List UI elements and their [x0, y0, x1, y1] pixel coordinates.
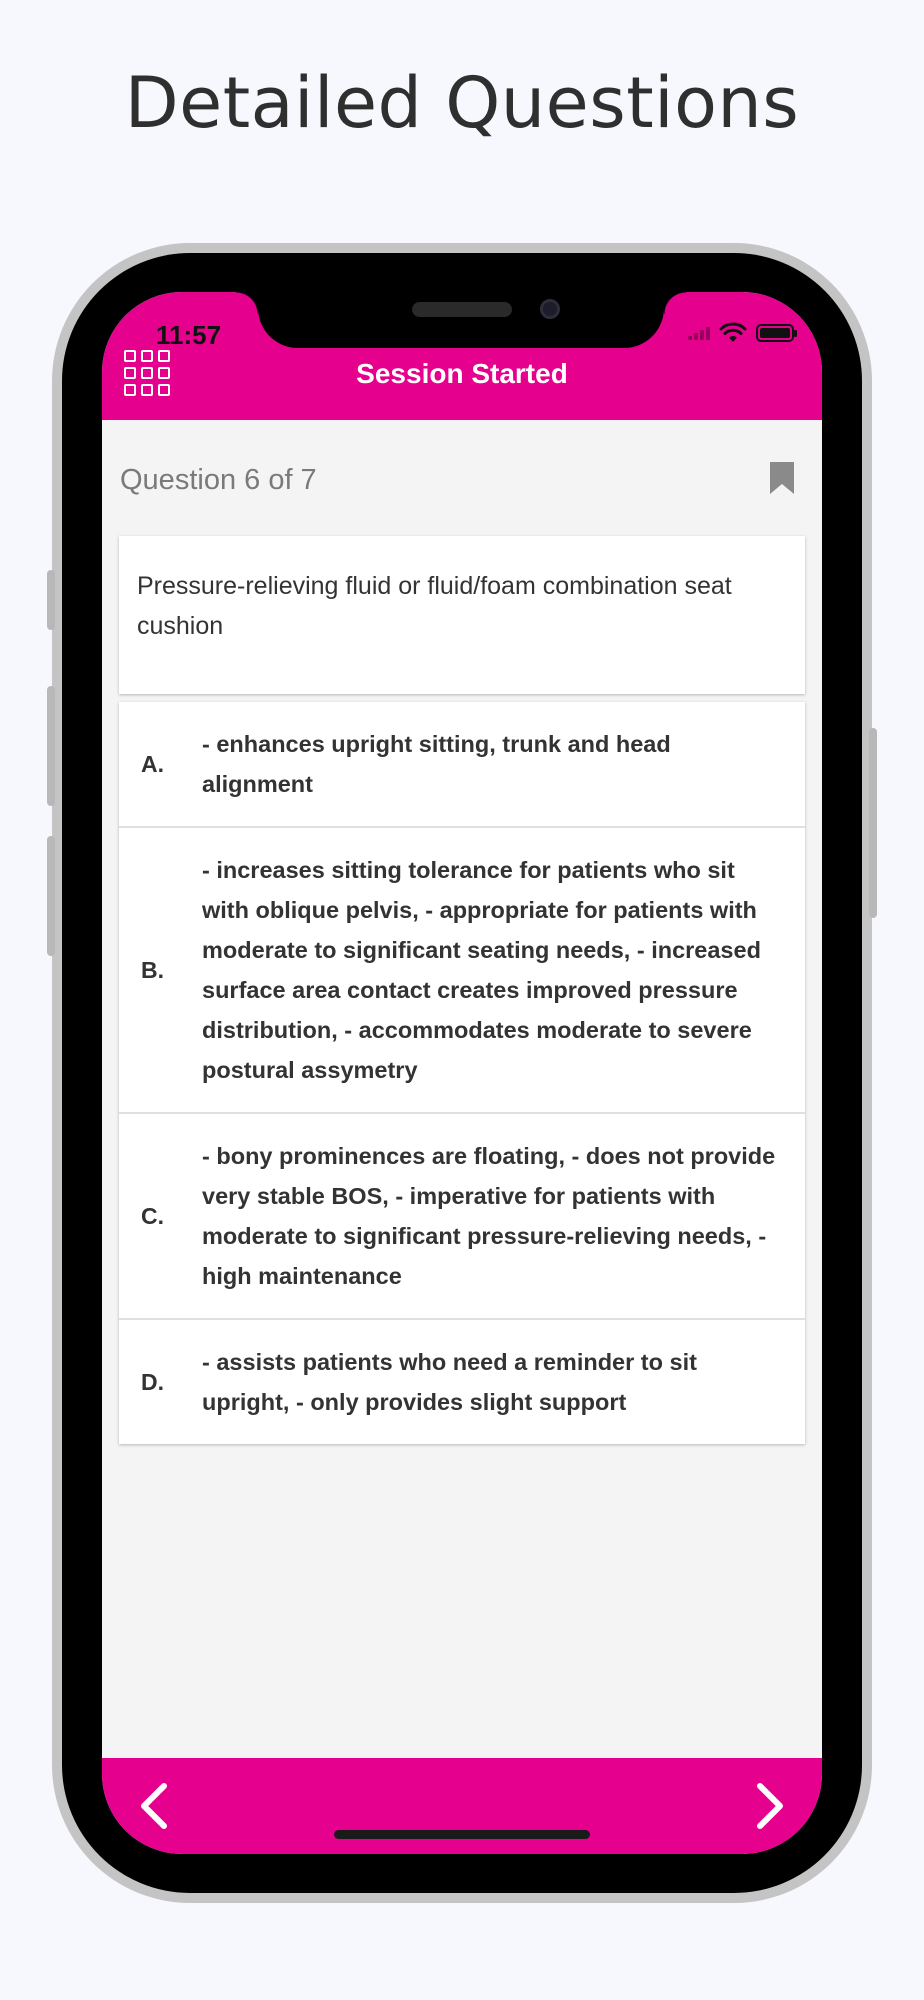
question-counter: Question 6 of 7 — [120, 464, 317, 496]
app-screen — [102, 292, 822, 1854]
answer-letter: D. — [141, 1368, 164, 1395]
answer-option-b[interactable] — [119, 828, 805, 1114]
answer-option-d[interactable] — [119, 1320, 805, 1444]
status-icons — [688, 322, 794, 344]
answer-letter: B. — [141, 956, 164, 983]
header-title: Session Started — [356, 358, 568, 389]
wifi-icon — [718, 322, 748, 344]
phone-speaker — [412, 302, 512, 317]
bookmark-icon[interactable] — [770, 462, 794, 494]
phone-camera — [540, 299, 560, 319]
answer-letter: C. — [141, 1202, 164, 1229]
signal-icon — [688, 326, 710, 340]
phone-silent-switch — [47, 570, 55, 630]
phone-power-button — [869, 728, 877, 918]
answer-letter: A. — [141, 750, 164, 777]
answer-list — [119, 702, 805, 1444]
chevron-right-icon[interactable] — [744, 1778, 794, 1834]
status-time: 11:57 — [156, 320, 222, 350]
phone-notch — [258, 292, 664, 348]
answer-text: - increases sitting tolerance for patients who sit with oblique pelvis, - appropriate for patients with moderate to significant seating needs, - increased surface area contact creates improved pressure distribution, - accommodates moderate to severe postural assymetry — [202, 857, 761, 1083]
battery-icon — [756, 324, 794, 342]
answer-text: - enhances upright sitting, trunk and head alignment — [202, 731, 671, 797]
answer-option-c[interactable] — [119, 1114, 805, 1320]
question-card — [119, 536, 805, 694]
chevron-left-icon[interactable] — [130, 1778, 180, 1834]
bottom-navigation-bar — [102, 1758, 822, 1854]
page-headline: Detailed Questions — [124, 62, 800, 144]
question-text: Pressure-relieving fluid or fluid/foam combination seat cushion — [137, 572, 732, 640]
phone-volume-down-button — [47, 836, 55, 956]
answer-text: - assists patients who need a reminder to sit upright, - only provides slight support — [202, 1349, 697, 1415]
answer-text: - bony prominences are floating, - does not provide very stable BOS, - imperative for patients with moderate to significant pressure-relieving needs, - high maintenance — [202, 1143, 776, 1289]
phone-volume-up-button — [47, 686, 55, 806]
answer-option-a[interactable] — [119, 702, 805, 828]
home-indicator — [334, 1830, 590, 1839]
